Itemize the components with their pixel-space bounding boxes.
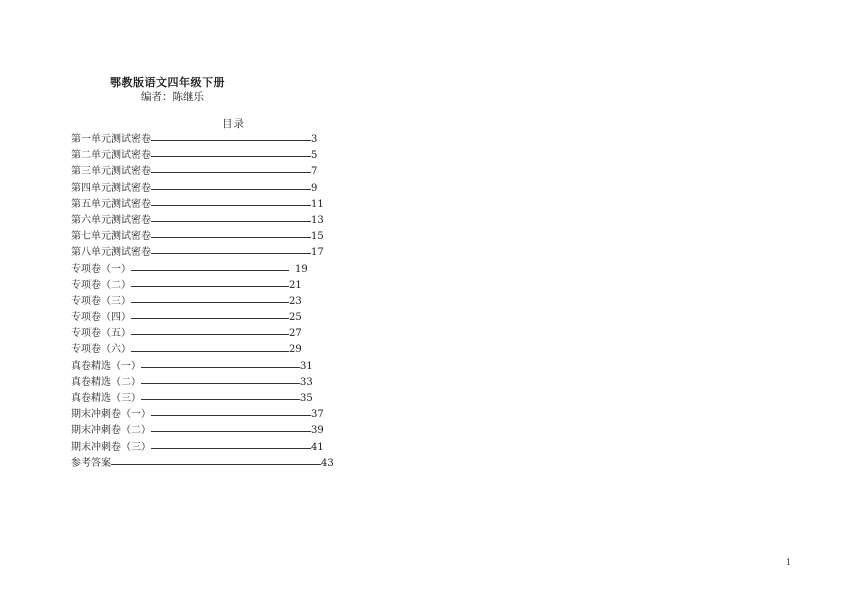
toc-entry-label: 真卷精选（二） xyxy=(71,376,141,388)
toc-entry-page: 27 xyxy=(289,328,302,340)
toc-entry-page: 3 xyxy=(311,134,318,145)
toc-entry-label: 第六单元测试密卷 xyxy=(71,214,151,226)
toc-entry-page: 11 xyxy=(311,198,324,210)
toc-entry-page: 43 xyxy=(321,457,334,469)
toc-entry[interactable] xyxy=(71,310,334,326)
toc-entry[interactable] xyxy=(71,342,334,358)
toc-entry-page: 37 xyxy=(311,409,324,421)
toc-entry[interactable] xyxy=(71,181,334,197)
toc-entry[interactable] xyxy=(71,375,334,391)
toc-entry-label: 专项卷（一） xyxy=(71,263,131,275)
toc-entry-page: 13 xyxy=(311,214,324,226)
toc-entry-label: 专项卷（六） xyxy=(71,344,131,356)
toc-leader-line xyxy=(131,318,289,319)
toc-leader-line xyxy=(131,351,289,352)
toc-entry-label: 参考答案 xyxy=(71,457,111,469)
toc-leader-line xyxy=(131,270,289,271)
toc-leader-line xyxy=(151,253,311,254)
toc-entry[interactable] xyxy=(71,148,334,164)
toc-entry-label: 第四单元测试密卷 xyxy=(71,182,151,194)
toc-entry[interactable] xyxy=(71,391,334,407)
toc-leader-line xyxy=(151,189,311,190)
toc-leader-line xyxy=(151,156,311,157)
toc-entry-label: 期末冲刺卷（二） xyxy=(71,425,151,437)
toc-leader-line xyxy=(141,399,300,400)
toc-entry-label: 专项卷（四） xyxy=(71,312,131,324)
toc-entry-page: 7 xyxy=(311,166,318,178)
toc-entry-page: 31 xyxy=(300,360,313,372)
editor-line: 编者：陈继乐 xyxy=(141,91,204,103)
toc-entry-label: 专项卷（二） xyxy=(71,279,131,291)
toc-entry-page: 15 xyxy=(311,231,324,243)
toc-entry-page: 19 xyxy=(295,263,308,275)
toc-entry[interactable] xyxy=(71,407,334,423)
toc-heading: 目录 xyxy=(222,118,245,130)
toc-leader-line xyxy=(141,383,300,384)
toc-leader-line xyxy=(111,464,321,465)
table-of-contents xyxy=(71,132,334,472)
toc-leader-line xyxy=(151,415,311,416)
toc-entry-page: 23 xyxy=(289,295,302,307)
toc-entry-label: 真卷精选（三） xyxy=(71,393,141,404)
toc-entry-page: 17 xyxy=(311,247,324,259)
toc-leader-line xyxy=(151,140,311,141)
toc-entry[interactable] xyxy=(71,229,334,245)
toc-entry-label: 第二单元测试密卷 xyxy=(71,150,151,162)
toc-entry-label: 第三单元测试密卷 xyxy=(71,166,151,178)
toc-entry[interactable] xyxy=(71,245,334,261)
toc-entry[interactable] xyxy=(71,213,334,229)
toc-leader-line xyxy=(151,237,311,238)
toc-entry-label: 第一单元测试密卷 xyxy=(71,134,151,145)
toc-entry[interactable] xyxy=(71,164,334,180)
toc-entry[interactable] xyxy=(71,132,334,148)
toc-leader-line xyxy=(151,431,311,432)
toc-entry[interactable] xyxy=(71,278,334,294)
toc-entry-page: 5 xyxy=(311,150,318,162)
toc-entry-label: 第八单元测试密卷 xyxy=(71,247,151,259)
toc-entry[interactable] xyxy=(71,423,334,439)
toc-entry[interactable] xyxy=(71,359,334,375)
toc-entry-page: 35 xyxy=(300,393,313,404)
toc-leader-line xyxy=(151,448,311,449)
toc-entry[interactable] xyxy=(71,294,334,310)
toc-entry-page: 33 xyxy=(300,376,313,388)
toc-entry-label: 期末冲刺卷（一） xyxy=(71,409,151,421)
toc-entry-page: 9 xyxy=(311,182,318,194)
toc-leader-line xyxy=(151,172,311,173)
toc-entry-label: 专项卷（三） xyxy=(71,295,131,307)
toc-entry-label: 专项卷（五） xyxy=(71,328,131,340)
toc-leader-line xyxy=(151,221,311,222)
toc-entry-page: 21 xyxy=(289,279,302,291)
toc-entry-page: 25 xyxy=(289,312,302,324)
toc-entry-page: 41 xyxy=(311,441,324,453)
document-title: 鄂教版语文四年级下册 xyxy=(110,76,225,89)
toc-entry-label: 第七单元测试密卷 xyxy=(71,231,151,243)
toc-entry-label: 期末冲刺卷（三） xyxy=(71,441,151,453)
toc-leader-line xyxy=(131,334,289,335)
toc-entry[interactable] xyxy=(71,326,334,342)
toc-entry[interactable] xyxy=(71,197,334,213)
toc-entry[interactable] xyxy=(71,262,334,278)
toc-leader-line xyxy=(141,367,300,368)
toc-leader-line xyxy=(151,205,311,206)
toc-entry-label: 真卷精选（一） xyxy=(71,360,141,372)
toc-leader-line xyxy=(131,286,289,287)
toc-entry-label: 第五单元测试密卷 xyxy=(71,198,151,210)
page-number: 1 xyxy=(786,558,792,567)
toc-entry[interactable] xyxy=(71,456,334,472)
toc-leader-line xyxy=(131,302,289,303)
toc-entry-page: 29 xyxy=(289,344,302,356)
toc-entry[interactable] xyxy=(71,440,334,456)
toc-entry-page: 39 xyxy=(311,425,324,437)
